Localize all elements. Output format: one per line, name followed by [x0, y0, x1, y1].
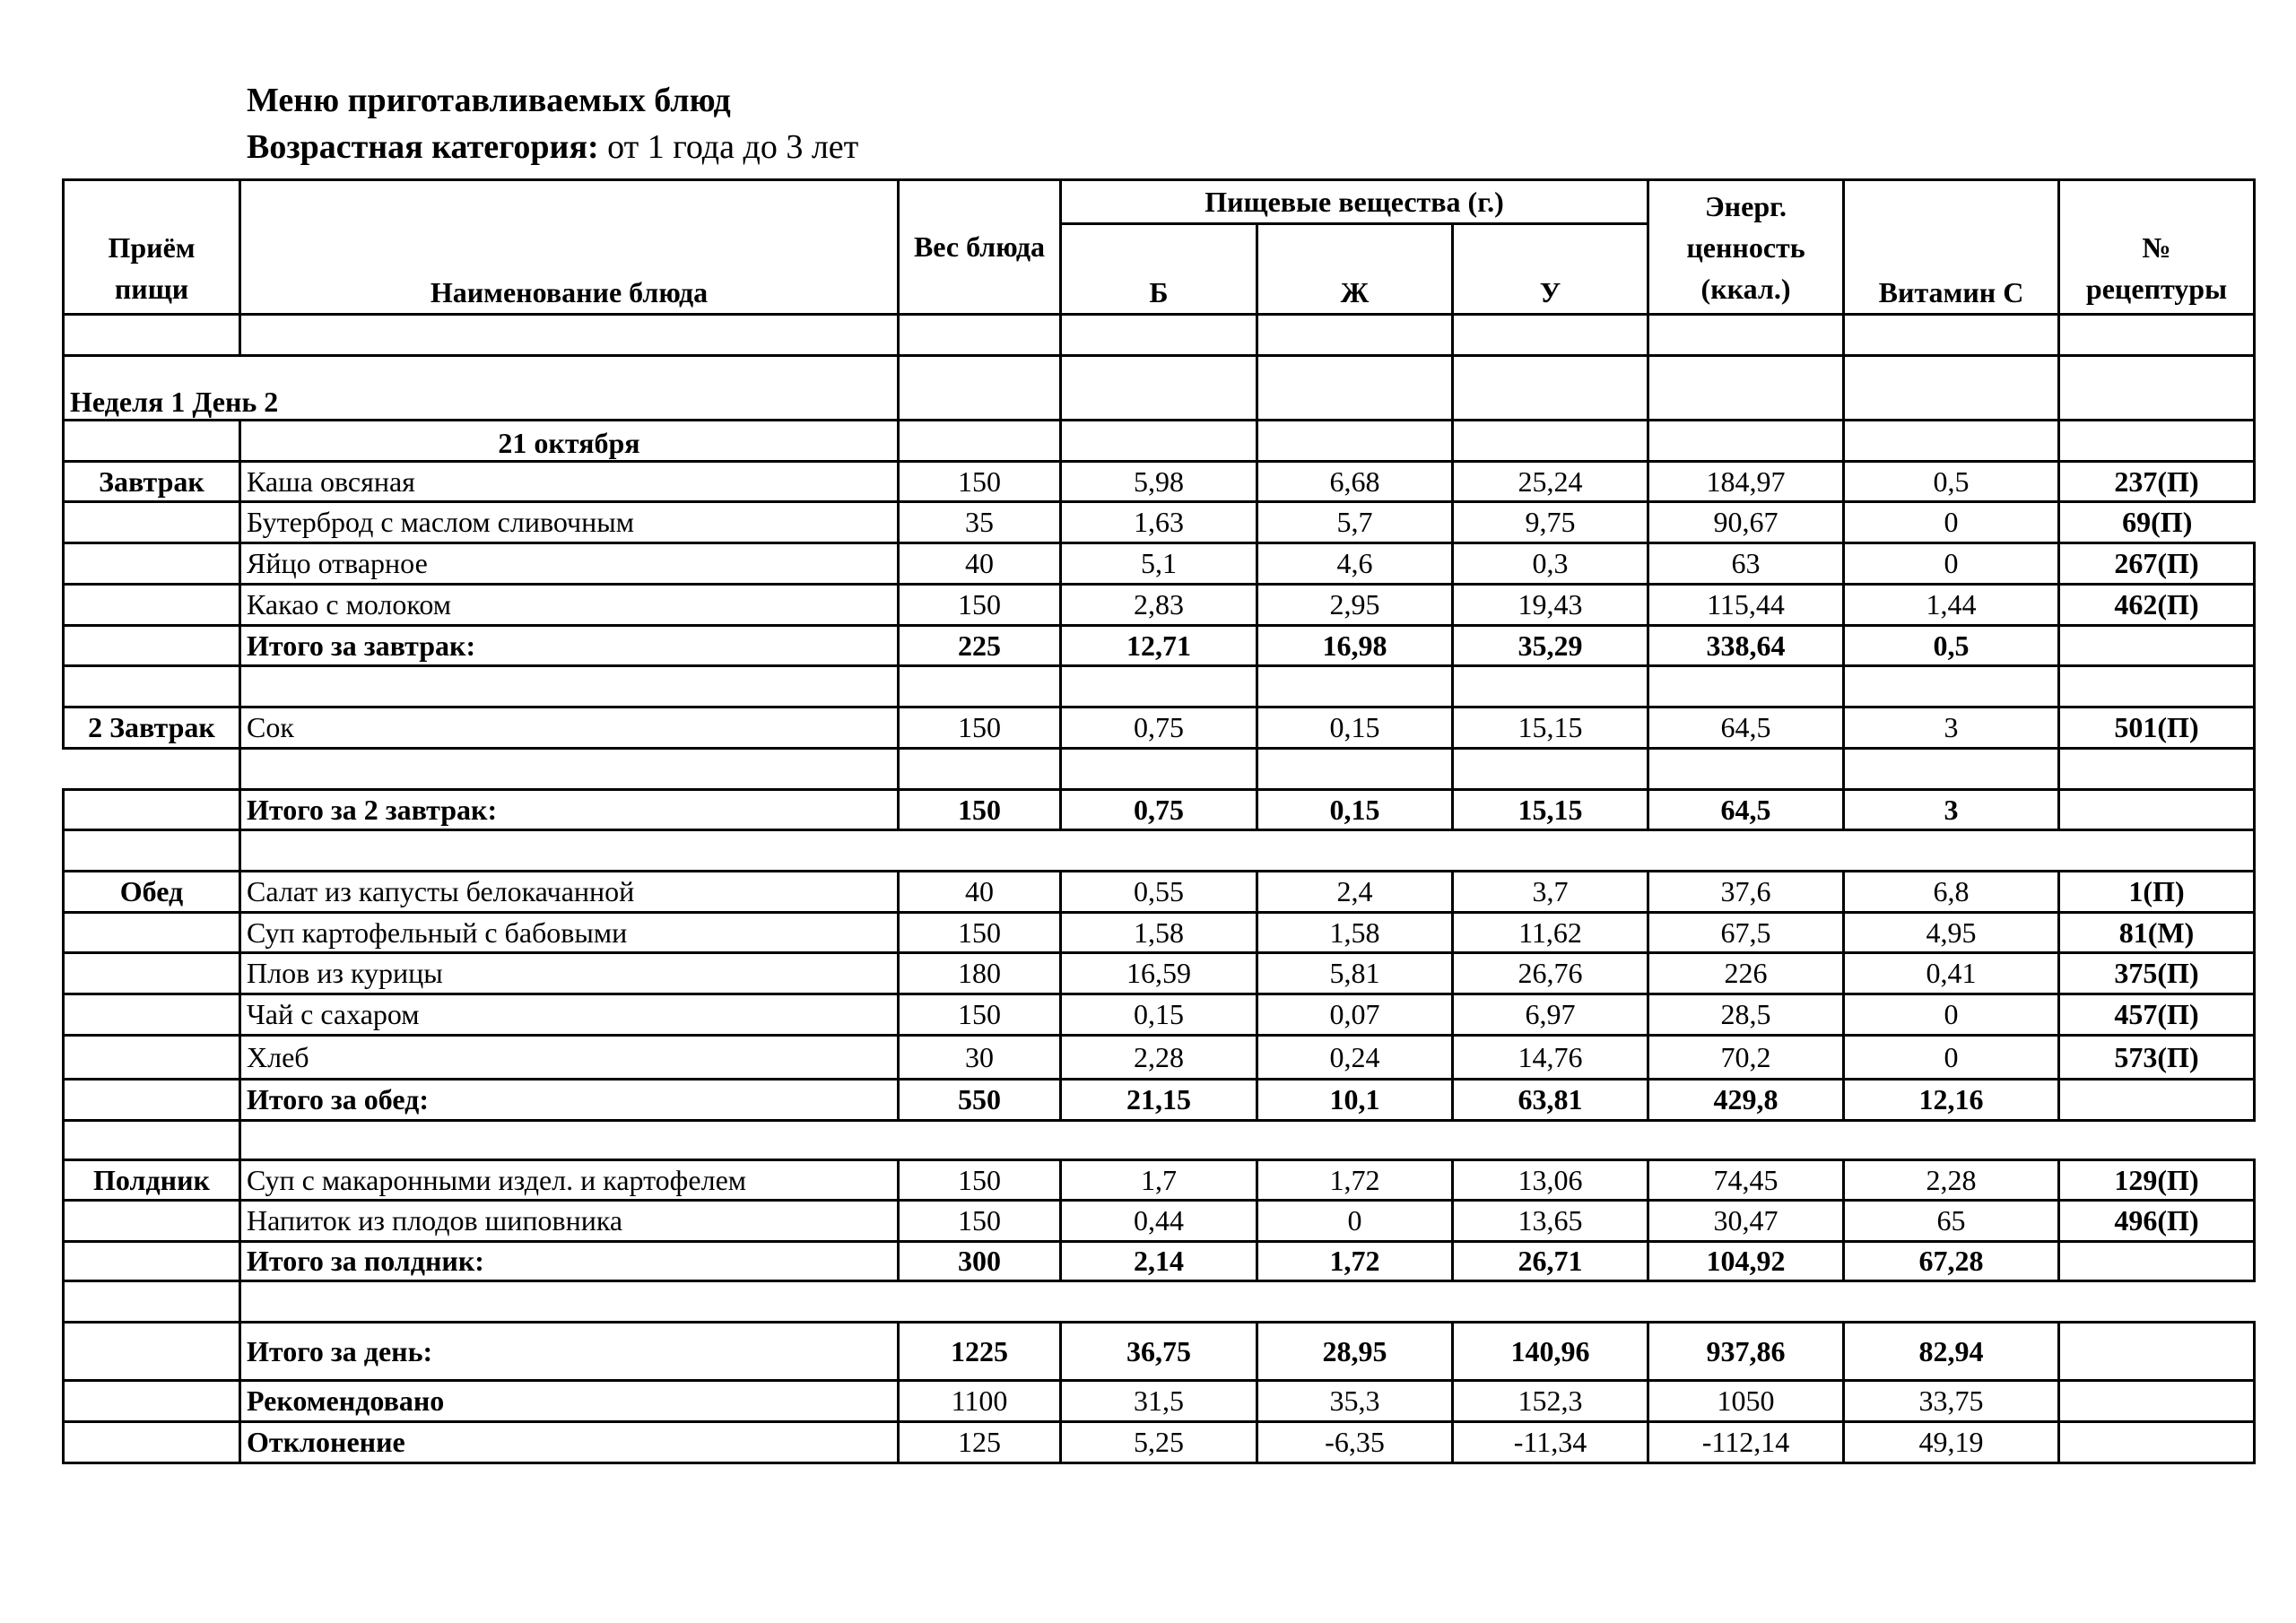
table-row: [64, 872, 2255, 913]
dish-weight: 150: [899, 462, 1061, 502]
total-label: Итого за полдник:: [240, 1242, 899, 1281]
date-row: [64, 421, 2255, 462]
protein: 5,1: [1061, 543, 1257, 585]
recommended-row: [64, 1381, 2255, 1422]
vitamin-c: 0,41: [1844, 953, 2059, 994]
table-row: [64, 1201, 2255, 1242]
header-nutrients: Пищевые вещества (г.): [1061, 180, 1648, 224]
recipe-number: 457(П): [2059, 994, 2255, 1036]
recommended-fat: 35,3: [1257, 1381, 1453, 1422]
carbs: 11,62: [1453, 913, 1648, 953]
total-protein: 0,75: [1061, 790, 1257, 830]
carbs: 19,43: [1453, 585, 1648, 626]
header-fat: Ж: [1257, 224, 1453, 315]
dish-weight: 150: [899, 707, 1061, 749]
table-row: [64, 1036, 2255, 1080]
recipe-number: 375(П): [2059, 953, 2255, 994]
fat: 5,81: [1257, 953, 1453, 994]
header-vitamin-c: Витамин С: [1844, 180, 2059, 315]
total-energy: 64,5: [1648, 790, 1844, 830]
vitamin-c: 6,8: [1844, 872, 2059, 913]
fat: 2,4: [1257, 872, 1453, 913]
total-carbs: 15,15: [1453, 790, 1648, 830]
recommended-energy: 1050: [1648, 1381, 1844, 1422]
protein: 0,75: [1061, 707, 1257, 749]
header-recipe: № рецептуры: [2059, 180, 2255, 315]
fat: 2,95: [1257, 585, 1453, 626]
deviation-weight: 125: [899, 1422, 1061, 1463]
age-category-value: от 1 года до 3 лет: [598, 128, 859, 166]
dish-weight: 40: [899, 543, 1061, 585]
table-row: [64, 953, 2255, 994]
carbs: 3,7: [1453, 872, 1648, 913]
spacer-row: [64, 749, 2255, 790]
table-row: [64, 462, 2255, 502]
protein: 5,98: [1061, 462, 1257, 502]
week-day-label: Неделя 1 День 2: [64, 356, 899, 421]
total-weight: 150: [899, 790, 1061, 830]
recipe-number: 81(М): [2059, 913, 2255, 953]
age-category: [247, 127, 858, 167]
protein: 0,15: [1061, 994, 1257, 1036]
fat: 0: [1257, 1201, 1453, 1242]
vitamin-c: 65: [1844, 1201, 2059, 1242]
spacer-row: [64, 666, 2255, 707]
vitamin-c: 4,95: [1844, 913, 2059, 953]
recipe-number: 1(П): [2059, 872, 2255, 913]
recommended-protein: 31,5: [1061, 1381, 1257, 1422]
recipe-number: 501(П): [2059, 707, 2255, 749]
day-total-fat: 28,95: [1257, 1323, 1453, 1381]
vitamin-c: 0,5: [1844, 462, 2059, 502]
total-fat: 16,98: [1257, 626, 1453, 666]
dish-name: Напиток из плодов шиповника: [240, 1201, 899, 1242]
total-fat: 10,1: [1257, 1080, 1453, 1121]
total-weight: 300: [899, 1242, 1061, 1281]
total-vitamin-c: 67,28: [1844, 1242, 2059, 1281]
spacer-row: [64, 830, 2255, 872]
vitamin-c: 0: [1844, 994, 2059, 1036]
dish-name: Салат из капусты белокачанной: [240, 872, 899, 913]
spacer-row: [64, 1121, 2255, 1160]
total-energy: 104,92: [1648, 1242, 1844, 1281]
table-row: [64, 1160, 2255, 1201]
dish-weight: 180: [899, 953, 1061, 994]
dish-weight: 150: [899, 913, 1061, 953]
total-label: Итого за обед:: [240, 1080, 899, 1121]
recipe-number: 69(П): [2059, 502, 2255, 543]
total-row-breakfast2: [64, 790, 2255, 830]
protein: 0,55: [1061, 872, 1257, 913]
deviation-row: [64, 1422, 2255, 1463]
dish-name: Сок: [240, 707, 899, 749]
total-protein: 12,71: [1061, 626, 1257, 666]
header-row: [64, 180, 2255, 224]
table-row: [64, 585, 2255, 626]
energy: 64,5: [1648, 707, 1844, 749]
energy: 226: [1648, 953, 1844, 994]
total-protein: 2,14: [1061, 1242, 1257, 1281]
total-vitamin-c: 12,16: [1844, 1080, 2059, 1121]
spacer-row: [64, 1281, 2255, 1323]
meal-label-breakfast: Завтрак: [64, 462, 240, 502]
recipe-number: 237(П): [2059, 462, 2255, 502]
meal-label-snack: Полдник: [64, 1160, 240, 1201]
total-row-snack: [64, 1242, 2255, 1281]
recipe-number: 462(П): [2059, 585, 2255, 626]
date-label: 21 октября: [240, 421, 899, 462]
recommended-label: Рекомендовано: [240, 1381, 899, 1422]
energy: 28,5: [1648, 994, 1844, 1036]
carbs: 25,24: [1453, 462, 1648, 502]
vitamin-c: 3: [1844, 707, 2059, 749]
recipe-number: 129(П): [2059, 1160, 2255, 1201]
vitamin-c: 0: [1844, 1036, 2059, 1080]
protein: 16,59: [1061, 953, 1257, 994]
dish-name: Какао с молоком: [240, 585, 899, 626]
document-title: Меню приготавливаемых блюд: [247, 82, 731, 119]
dish-name: Яйцо отварное: [240, 543, 899, 585]
fat: 6,68: [1257, 462, 1453, 502]
energy: 63: [1648, 543, 1844, 585]
total-row-breakfast: [64, 626, 2255, 666]
dish-weight: 150: [899, 1160, 1061, 1201]
energy: 37,6: [1648, 872, 1844, 913]
carbs: 0,3: [1453, 543, 1648, 585]
total-carbs: 26,71: [1453, 1242, 1648, 1281]
carbs: 13,06: [1453, 1160, 1648, 1201]
protein: 1,58: [1061, 913, 1257, 953]
protein: 2,28: [1061, 1036, 1257, 1080]
fat: 1,58: [1257, 913, 1453, 953]
total-row-day: [64, 1323, 2255, 1381]
carbs: 15,15: [1453, 707, 1648, 749]
energy: 74,45: [1648, 1160, 1844, 1201]
table-row: [64, 913, 2255, 953]
recipe-number: 573(П): [2059, 1036, 2255, 1080]
table-row: [64, 502, 2255, 543]
total-energy: 429,8: [1648, 1080, 1844, 1121]
dish-name: Суп картофельный с бабовыми: [240, 913, 899, 953]
fat: 0,24: [1257, 1036, 1453, 1080]
deviation-energy: -112,14: [1648, 1422, 1844, 1463]
total-row-lunch: [64, 1080, 2255, 1121]
meal-label-lunch: Обед: [64, 872, 240, 913]
day-total-energy: 937,86: [1648, 1323, 1844, 1381]
week-day-row: [64, 356, 2255, 421]
header-weight: Вес блюда: [899, 180, 1061, 315]
total-fat: 1,72: [1257, 1242, 1453, 1281]
day-total-weight: 1225: [899, 1323, 1061, 1381]
deviation-vitamin-c: 49,19: [1844, 1422, 2059, 1463]
table-row: [64, 543, 2255, 585]
dish-weight: 30: [899, 1036, 1061, 1080]
total-energy: 338,64: [1648, 626, 1844, 666]
dish-weight: 150: [899, 994, 1061, 1036]
protein: 1,7: [1061, 1160, 1257, 1201]
dish-name: Чай с сахаром: [240, 994, 899, 1036]
vitamin-c: 0: [1844, 502, 2059, 543]
energy: 115,44: [1648, 585, 1844, 626]
deviation-label: Отклонение: [240, 1422, 899, 1463]
fat: 0,07: [1257, 994, 1453, 1036]
protein: 1,63: [1061, 502, 1257, 543]
vitamin-c: 2,28: [1844, 1160, 2059, 1201]
deviation-carbs: -11,34: [1453, 1422, 1648, 1463]
day-total-protein: 36,75: [1061, 1323, 1257, 1381]
table-row: [64, 994, 2255, 1036]
spacer-row: [64, 315, 2255, 356]
deviation-fat: -6,35: [1257, 1422, 1453, 1463]
recipe-number: 496(П): [2059, 1201, 2255, 1242]
energy: 30,47: [1648, 1201, 1844, 1242]
dish-name: Хлеб: [240, 1036, 899, 1080]
protein: 0,44: [1061, 1201, 1257, 1242]
total-vitamin-c: 3: [1844, 790, 2059, 830]
header-energy: Энерг. ценность (ккал.): [1648, 180, 1844, 315]
recommended-carbs: 152,3: [1453, 1381, 1648, 1422]
header-carbs: У: [1453, 224, 1648, 315]
protein: 2,83: [1061, 585, 1257, 626]
day-total-label: Итого за день:: [240, 1323, 899, 1381]
day-total-vitamin-c: 82,94: [1844, 1323, 2059, 1381]
dish-name: Суп с макаронными издел. и картофелем: [240, 1160, 899, 1201]
carbs: 14,76: [1453, 1036, 1648, 1080]
fat: 0,15: [1257, 707, 1453, 749]
fat: 5,7: [1257, 502, 1453, 543]
fat: 4,6: [1257, 543, 1453, 585]
fat: 1,72: [1257, 1160, 1453, 1201]
table-row: [64, 707, 2255, 749]
total-fat: 0,15: [1257, 790, 1453, 830]
dish-weight: 150: [899, 585, 1061, 626]
dish-weight: 40: [899, 872, 1061, 913]
header-protein: Б: [1061, 224, 1257, 315]
recommended-weight: 1100: [899, 1381, 1061, 1422]
total-vitamin-c: 0,5: [1844, 626, 2059, 666]
vitamin-c: 0: [1844, 543, 2059, 585]
dish-name: Плов из курицы: [240, 953, 899, 994]
menu-table: [62, 178, 2256, 1464]
vitamin-c: 1,44: [1844, 585, 2059, 626]
energy: 67,5: [1648, 913, 1844, 953]
total-carbs: 35,29: [1453, 626, 1648, 666]
dish-name: Каша овсяная: [240, 462, 899, 502]
carbs: 6,97: [1453, 994, 1648, 1036]
day-total-carbs: 140,96: [1453, 1323, 1648, 1381]
carbs: 26,76: [1453, 953, 1648, 994]
total-weight: 550: [899, 1080, 1061, 1121]
dish-name: Бутерброд с маслом сливочным: [240, 502, 899, 543]
header-dish-name: Наименование блюда: [240, 180, 899, 315]
energy: 70,2: [1648, 1036, 1844, 1080]
meal-label-breakfast2: 2 Завтрак: [64, 707, 240, 749]
dish-weight: 35: [899, 502, 1061, 543]
recommended-vitamin-c: 33,75: [1844, 1381, 2059, 1422]
recipe-number: 267(П): [2059, 543, 2255, 585]
carbs: 9,75: [1453, 502, 1648, 543]
header-meal: Приём пищи: [64, 180, 240, 315]
energy: 90,67: [1648, 502, 1844, 543]
total-weight: 225: [899, 626, 1061, 666]
total-label: Итого за 2 завтрак:: [240, 790, 899, 830]
total-protein: 21,15: [1061, 1080, 1257, 1121]
total-label: Итого за завтрак:: [240, 626, 899, 666]
energy: 184,97: [1648, 462, 1844, 502]
age-category-label: Возрастная категория:: [247, 128, 599, 166]
total-carbs: 63,81: [1453, 1080, 1648, 1121]
deviation-protein: 5,25: [1061, 1422, 1257, 1463]
dish-weight: 150: [899, 1201, 1061, 1242]
carbs: 13,65: [1453, 1201, 1648, 1242]
